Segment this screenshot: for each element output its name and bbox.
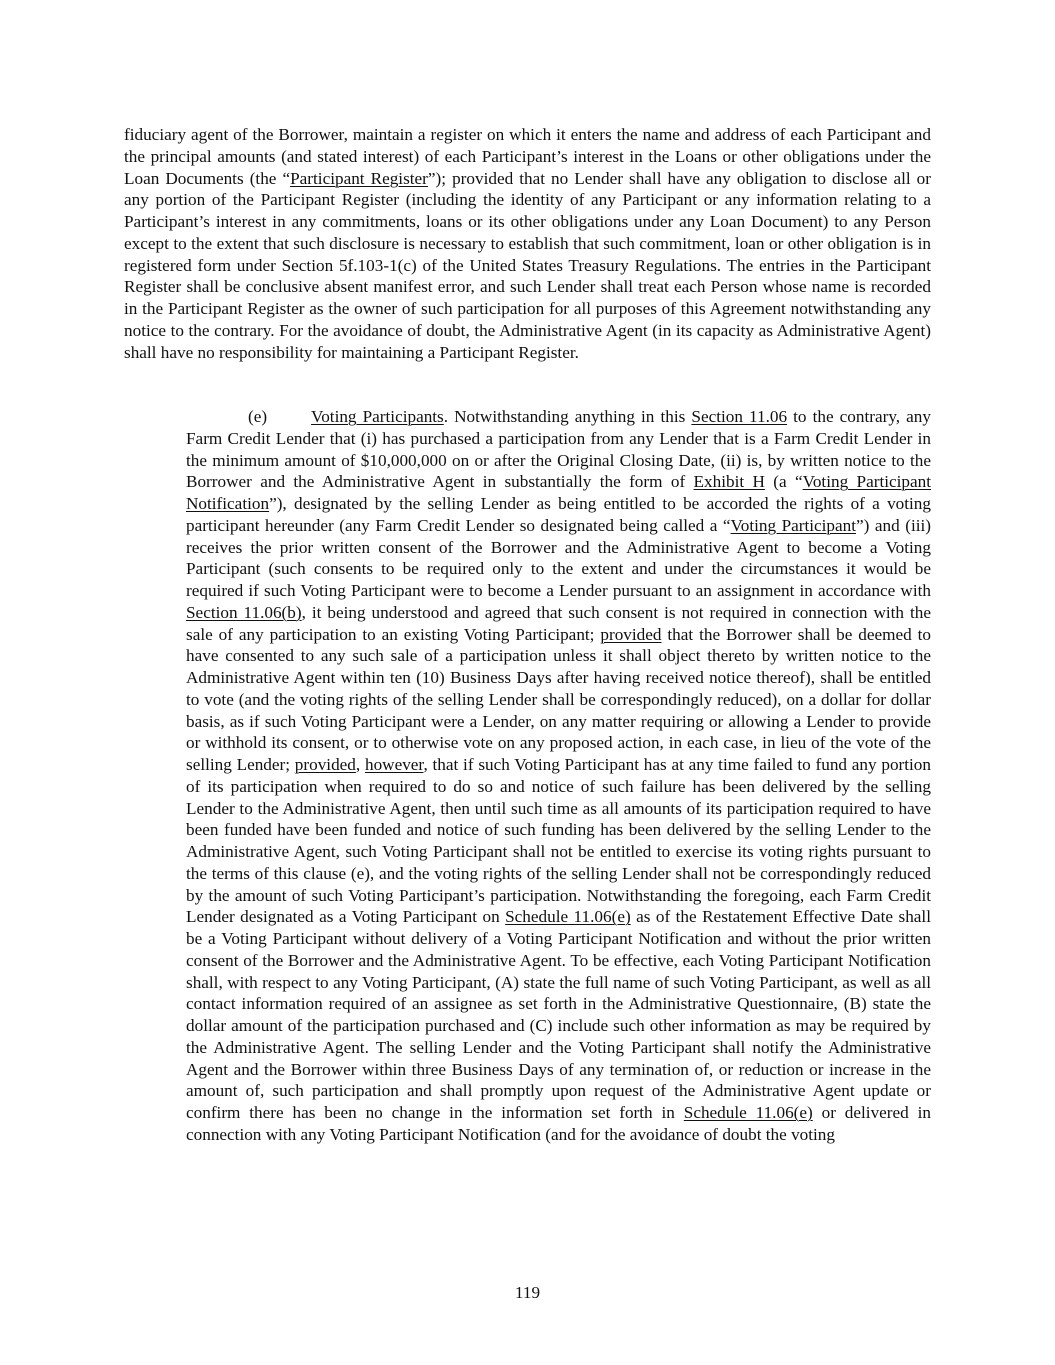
proviso-term: provided [600, 624, 662, 644]
body-text: , that if such Voting Participant has at any time failed to fund any portion of its participation when required to do so and notice of such failure has been delivered by the selling Lender to the Administrative Agent, then until such time as all amounts of its participation required to have been funded have been funded and notice of such funding has been delivered by the selling Lender to the Administrative Agent, such Voting Participant shall not be entitled to exercise its voting rights pursuant to the terms of this clause (e), and the voting rights of the selling Lender shall not be correspondingly reduced by the amount of such Voting Participant’s participation. Notwithstanding the foregoing, each Farm Credit Lender designated as a Voting Participant on [186, 755, 931, 927]
page-number: 119 [514, 1283, 541, 1302]
clause-heading: Voting Participants [311, 407, 444, 426]
body-text: or delivered in connection with any Voting Participant Notification (and for the avoidance of doubt the voting [186, 1103, 931, 1144]
proviso-term: provided [294, 755, 356, 774]
schedule-reference: Schedule 11.06(e) [505, 907, 631, 927]
defined-term-voting-participant: Voting Participant [730, 515, 857, 535]
paragraph-participant-register [124, 124, 931, 363]
defined-term-voting-participant-notification: Voting Participant Notification [186, 472, 931, 513]
exhibit-reference: Exhibit H [693, 472, 765, 492]
body-text: fiduciary agent of the Borrower, maintain a register on which it enters the name and address of each Participant and the principal amounts (and stated interest) of each Participant’s interest in the Loans or other obligations under the Loan Documents (the “ [124, 125, 931, 188]
body-text: , it being understood and agreed that such consent is not required in connection with the sale of any participation to an existing Voting Participant; [186, 602, 931, 644]
schedule-reference: Schedule 11.06(e) [683, 1103, 813, 1122]
clause-label: (e) [248, 407, 268, 426]
body-text: , [355, 755, 365, 774]
body-text: as of the Restatement Effective Date shall be a Voting Participant without delivery of a Voting Participant Notification and without the prior written consent of the Borrower and the Administrative Agent. To be effective, each Voting Participant Notification shall, with respect to any Voting Participant, (A) state the full name of such Voting Participant, as well as all contact information required of an assignee as set forth in the Administrative Questionnaire, (B) state the dollar amount of the participation purchased and (C) include such other information as may be required by the Administrative Agent. The selling Lender and the Voting Participant shall notify the Administrative Agent and the Borrower within three Business Days of any termination of, or reduction or increase in the amount of, such participation and shall promptly upon request of the Administrative Agent update or confirm there has been no change in the information set forth in [186, 907, 931, 1122]
proviso-term: however [364, 755, 424, 774]
body-text: ”) and (iii) receives the prior written consent of the Borrower and the Administrative Agent to become a Voting Participant (such consents to be required only to the extent and under the circumstances it would be required if such Voting Participant were to become a Lender pursuant to an assignment in accordance with [186, 515, 931, 600]
defined-term-participant-register: Participant Register [290, 168, 428, 188]
body-text: (a “ [764, 472, 803, 492]
section-reference: Section 11.06 [691, 407, 788, 426]
body-text: ”), designated by the selling Lender as being entitled to be accorded the rights of a voting participant hereunder (any Farm Credit Lender so designated being called a “ [186, 494, 931, 535]
body-text: to the contrary, any Farm Credit Lender that (i) has purchased a participation from any Lender that is a Farm Credit Lender in the minimum amount of $10,000,000 on or after the Original Closing Date, (ii) is, by written notice to the Borrower and the Administrative Agent in substantially the form of [186, 407, 931, 492]
body-text: ”); provided that no Lender shall have any obligation to disclose all or any portion of the Participant Register (including the identity of any Participant or any information relating to a Participant’s interest in any commitments, loans or its other obligations under any Loan Document) to any Person except to the extent that such disclosure is necessary to establish that such commitment, loan or other obligation is in registered form under Section 5f.103-1(c) of the United States Treasury Regulations. The entries in the Participant Register shall be conclusive absent manifest error, and such Lender shall treat each Person whose name is recorded in the Participant Register as the owner of such participation for all purposes of this Agreement notwithstanding any notice to the contrary. For the avoidance of doubt, the Administrative Agent (in its capacity as Administrative Agent) shall have no responsibility for maintaining a Participant Register. [124, 168, 932, 362]
paragraph-voting-participants [186, 406, 931, 1146]
body-text: . Notwithstanding anything in this [443, 407, 692, 426]
body-text: that the Borrower shall be deemed to have consented to any such sale of a participation unless it shall object thereto by written notice to the Administrative Agent within ten (10) Business Days after having received notice thereof), shall be entitled to vote (and the voting rights of the selling Lender shall be correspondingly reduced), on a dollar for dollar basis, as if such Voting Participant were a Lender, on any matter requiring or allowing a Lender to provide or withhold its consent, or to otherwise vote on any proposed action, in each case, in lieu of the vote of the selling Lender; [186, 624, 931, 774]
section-reference: Section 11.06(b) [186, 602, 302, 622]
